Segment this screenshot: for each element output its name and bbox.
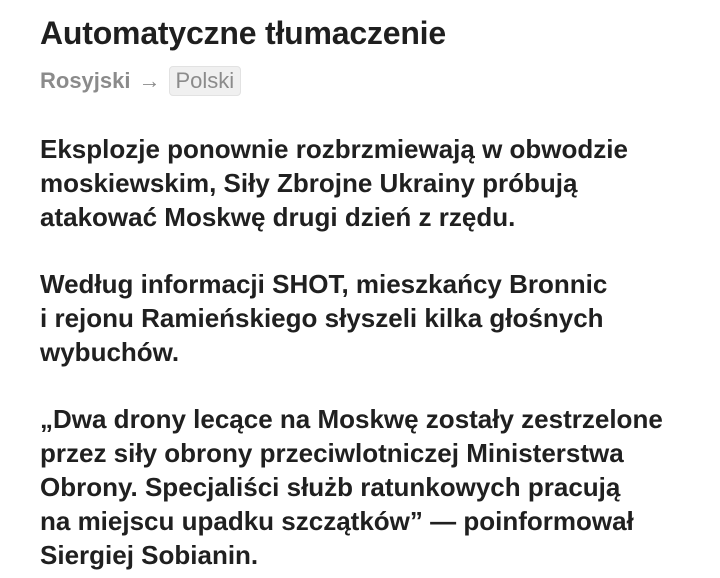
paragraph-1: Eksplozje ponownie rozbrzmiewają w obwodzie moskiewskim, Siły Zbrojne Ukrainy próbują atakować Moskwę drugi dzień z rzędu. (40, 134, 628, 232)
source-language-label[interactable]: Rosyjski (40, 68, 131, 93)
paragraph-2: Według informacji SHOT, mieszkańcy Bronnic i rejonu Ramieńskiego słyszeli kilka głośnych wybuchów. (40, 269, 608, 367)
target-language-button[interactable]: Polski (169, 66, 242, 96)
page-title: Automatyczne tłumaczenie (40, 15, 446, 51)
language-pair (40, 66, 682, 96)
paragraph-3: „Dwa drony lecące na Moskwę zostały zestrzelone przez siły obrony przeciwlotniczej Ministerstwa Obrony. Specjaliści służb ratunkowych pracują na miejscu upadku szczątków” — poinformował Siergiej Sobianin. (40, 404, 663, 570)
translated-text (40, 132, 682, 572)
arrow-right-icon: → (138, 68, 161, 93)
